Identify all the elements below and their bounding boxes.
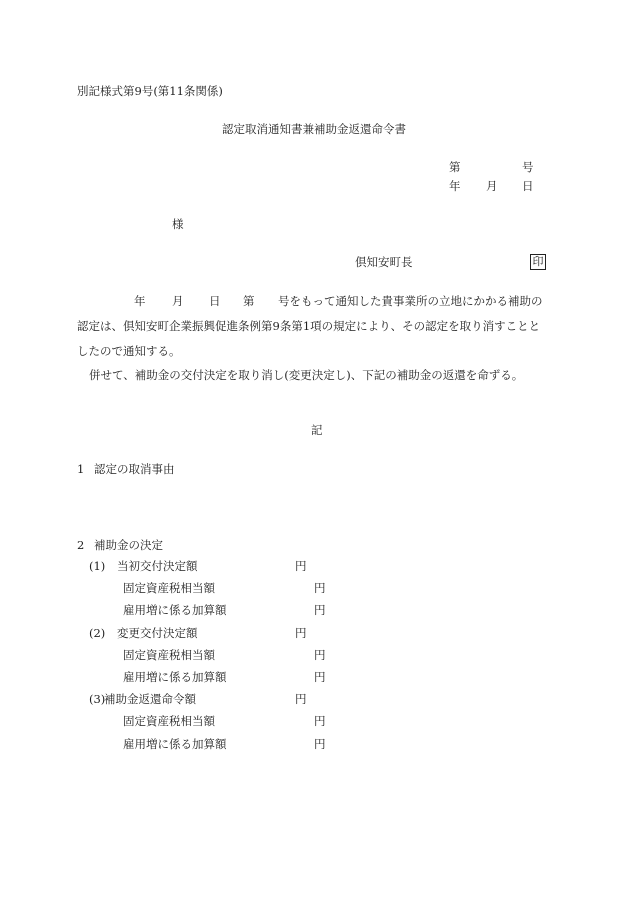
date-day: 日 (522, 179, 534, 193)
sub-item-label: 雇用増に係る加算額 (123, 603, 227, 617)
sub-item-label: 固定資産税相当額 (123, 648, 215, 662)
section2-number: 2 (77, 538, 85, 552)
date-month: 月 (486, 179, 498, 193)
sub-item-unit: 円 (314, 670, 326, 684)
document-title: 認定取消通知書兼補助金返還命令書 (222, 122, 406, 136)
item-label: 補助金返還命令額 (104, 692, 196, 706)
body-line4: 併せて、補助金の交付決定を取り消し(変更決定し)、下記の補助金の返還を命ずる。 (89, 368, 524, 382)
doc-number-prefix: 第 (449, 160, 461, 174)
section1-number: 1 (77, 462, 85, 476)
section1-title: 認定の取消事由 (94, 462, 175, 476)
sub-item-label: 固定資産税相当額 (123, 581, 215, 595)
item-unit: 円 (295, 626, 307, 640)
sub-item-unit: 円 (314, 581, 326, 595)
sub-item-unit: 円 (314, 737, 326, 751)
body-day: 日 (209, 294, 221, 308)
item-label: 変更交付決定額 (117, 626, 198, 640)
sub-item-label: 雇用増に係る加算額 (123, 670, 227, 684)
body-dai: 第 (243, 294, 255, 308)
body-line1-rest: 号をもって通知した貴事業所の立地にかかる補助の (278, 294, 543, 308)
doc-number-suffix: 号 (522, 160, 534, 174)
date-year: 年 (449, 179, 461, 193)
form-reference: 別記様式第9号(第11条関係) (77, 84, 223, 98)
item-label: 当初交付決定額 (117, 559, 198, 573)
body-line2: 認定は、倶知安町企業振興促進条例第9条第1項の規定により、その認定を取り消すことと (77, 319, 541, 333)
section2-title: 補助金の決定 (94, 538, 163, 552)
item-unit: 円 (295, 692, 307, 706)
item-unit: 円 (295, 559, 307, 573)
item-number: (3) (89, 692, 106, 706)
sub-item-unit: 円 (314, 714, 326, 728)
seal-mark: 印 (530, 254, 546, 270)
sub-item-unit: 円 (314, 603, 326, 617)
sub-item-unit: 円 (314, 648, 326, 662)
sub-item-label: 雇用増に係る加算額 (123, 737, 227, 751)
item-number: (2) (89, 626, 106, 640)
sub-item-label: 固定資産税相当額 (123, 714, 215, 728)
item-number: (1) (89, 559, 106, 573)
addressee-suffix: 様 (172, 217, 184, 231)
issuer-name: 倶知安町長 (355, 255, 413, 269)
body-year: 年 (134, 294, 146, 308)
body-line3: したので通知する。 (77, 344, 181, 358)
body-month: 月 (172, 294, 184, 308)
ki-heading: 記 (311, 423, 323, 437)
